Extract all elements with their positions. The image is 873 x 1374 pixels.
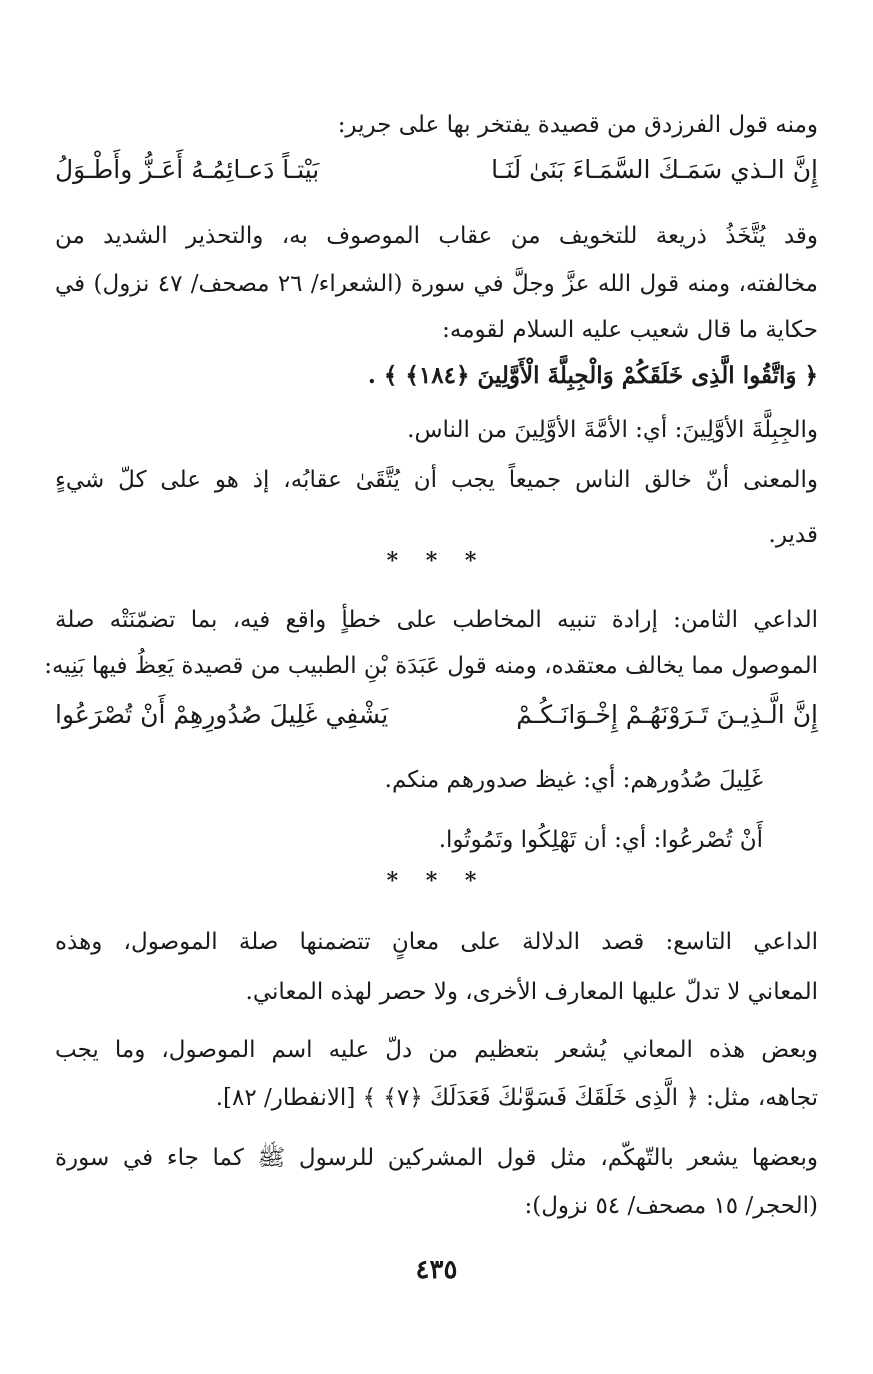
paragraph-line: (الحجر/ ١٥ مصحف/ ٥٤ نزول): bbox=[524, 1193, 818, 1219]
quran-verse: ﴿ وَاتَّقُوا الَّذِى خَلَقَكُمْ وَالْجِبِلَّةَ الْأَوَّلِينَ ﴿١٨٤﴾ ﴾ . bbox=[367, 362, 818, 389]
paragraph-line: قدير. bbox=[768, 522, 818, 548]
poetry-verse bbox=[55, 148, 818, 192]
paragraph-line: المعاني لا تدلّ عليها المعارف الأخرى، ولا حصر لهذه المعاني. bbox=[245, 979, 818, 1005]
paragraph-line: الداعي الثامن: إرادة تنبيه المخاطب على خطأٍ واقع فيه، بما تضمّنَتْه صلة bbox=[55, 607, 818, 633]
section-separator: * * * bbox=[386, 548, 487, 574]
section-separator: * * * bbox=[386, 868, 487, 894]
verse-first-hemistich: إِنَّ الـذي سَمَـكَ السَّمَـاءَ بَنَىٰ لَنَـا bbox=[491, 155, 818, 184]
paragraph-line: والمعنى أنّ خالق الناس جميعاً يجب أن يُتَّقَىٰ عقابُه، إذ هو على كلّ شيءٍ bbox=[55, 467, 818, 493]
gloss-line: غَلِيلَ صُدُورهم: أي: غيظ صدورهم منكم. bbox=[384, 767, 763, 793]
verse-second-hemistich: يَشْفِي غَلِيلَ صُدُورِهِمْ أَنْ تُصْرَعُوا bbox=[55, 700, 389, 729]
paragraph-line: وقد يُتَّخَذُ ذريعة للتخويف من عقاب الموصوف به، والتحذير الشديد من bbox=[55, 223, 818, 249]
paragraph-line: حكاية ما قال شعيب عليه السلام لقومه: bbox=[442, 317, 818, 343]
poetry-verse bbox=[55, 693, 818, 737]
paragraph-line: الداعي التاسع: قصد الدلالة على معانٍ تتضمنها صلة الموصول، وهذه bbox=[55, 929, 818, 955]
paragraph-line: وبعضها يشعر بالتّهكّم، مثل قول المشركين للرسول ﷺ كما جاء في سورة bbox=[55, 1145, 818, 1171]
verse-second-hemistich: بَيْتـاً دَعـائِمُـهُ أَعَـزُّ وأَطْـوَلُ bbox=[55, 155, 320, 184]
paragraph-line: تجاهه، مثل: ﴿ الَّذِى خَلَقَكَ فَسَوَّىٰكَ فَعَدَلَكَ ﴿٧﴾ ﴾ [الانفطار/ ٨٢]. bbox=[215, 1085, 818, 1111]
paragraph-line: وبعض هذه المعاني يُشعر بتعظيم من دلّ عليه اسم الموصول، وما يجب bbox=[55, 1037, 818, 1063]
gloss-line: أَنْ تُصْرعُوا: أي: أن تَهْلِكُوا وتَمُوتُوا. bbox=[438, 827, 763, 853]
paragraph-line: الموصول مما يخالف معتقده، ومنه قول عَبَدَة بْنِ الطبيب من قصيدة يَعِظُ فيها بَنِيه: bbox=[44, 653, 818, 679]
paragraph-line: مخالفته، ومنه قول الله عزَّ وجلَّ في سورة (الشعراء/ ٢٦ مصحف/ ٤٧ نزول) في bbox=[55, 271, 819, 297]
gloss-line: والجِبِلَّةَ الأوَّلِينَ: أي: الأمَّةَ الأوَّلِينَ من الناس. bbox=[407, 417, 818, 443]
page-number: ٤٣٥ bbox=[415, 1255, 458, 1285]
verse-first-hemistich: إِنَّ الَّـذِيـنَ تَـرَوْنَهُـمْ إِخْـوَانَـكُـمْ bbox=[516, 700, 818, 729]
paragraph-line: ومنه قول الفرزدق من قصيدة يفتخر بها على جرير: bbox=[337, 112, 818, 138]
